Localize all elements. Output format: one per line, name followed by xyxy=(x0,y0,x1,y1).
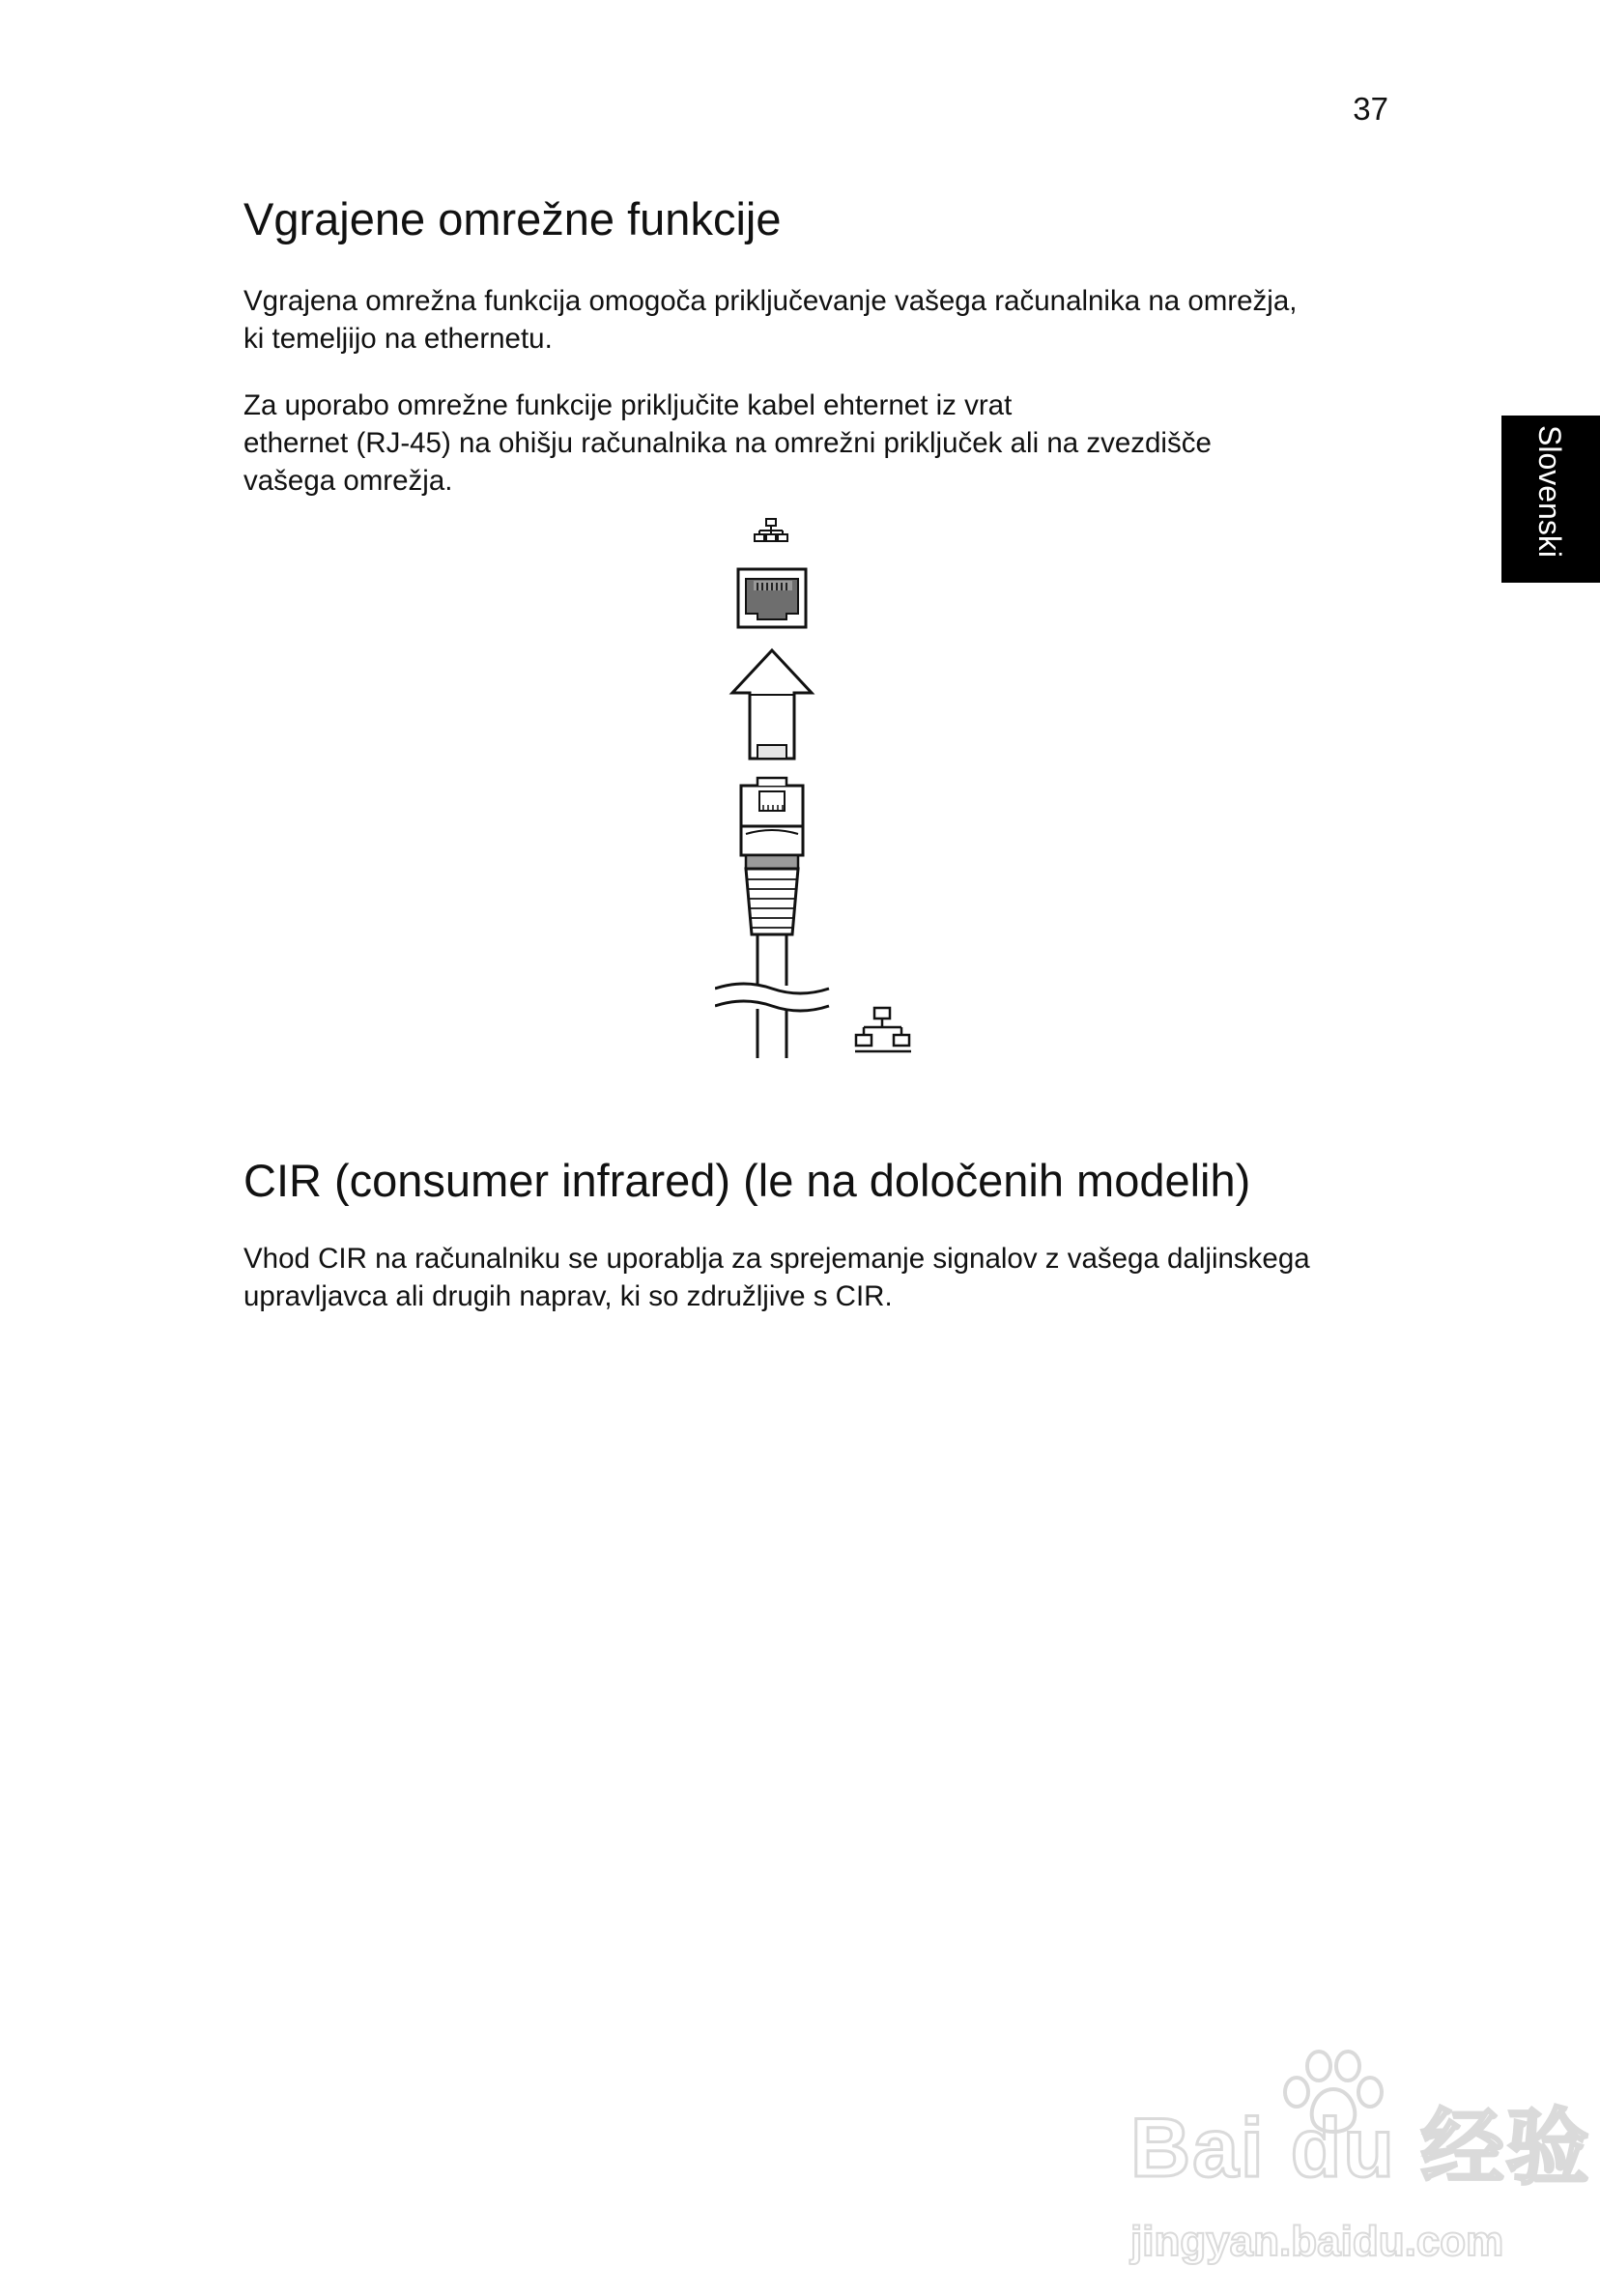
rj45-plug-icon xyxy=(741,778,803,934)
text-line: Vhod CIR na računalniku se uporablja za sprejemanje signalov z vašega daljinskega xyxy=(243,1243,1310,1275)
text-line: Vgrajena omrežna funkcija omogoča priključevanje vašega računalnika na omrežja, xyxy=(243,285,1298,317)
cable-break-icon xyxy=(715,934,829,1058)
rj45-port-icon xyxy=(738,569,806,627)
language-tab-label: Slovenski xyxy=(1532,425,1567,558)
section-heading-cir: CIR (consumer infrared) (le na določenih modelih) xyxy=(243,1155,1251,1206)
page-number: 37 xyxy=(1353,91,1388,127)
ethernet-illustration xyxy=(715,517,928,1058)
text-line: ki temeljijo na ethernetu. xyxy=(243,323,553,355)
watermark-brand: Bai du 经验 xyxy=(1130,2102,1591,2195)
section-heading-network: Vgrajene omrežne funkcije xyxy=(243,193,782,244)
text-line: Za uporabo omrežne funkcije priključite kabel ehternet iz vrat xyxy=(243,389,1013,421)
network-icon xyxy=(855,1008,911,1051)
paragraph-network-intro xyxy=(243,282,1442,358)
text-line: vašega omrežja. xyxy=(243,465,453,497)
text-line: upravljavca ali drugih naprav, ki so združljive s CIR. xyxy=(243,1280,893,1312)
watermark-url: jingyan.baidu.com xyxy=(1130,2218,1504,2265)
up-arrow-icon xyxy=(732,650,812,759)
watermark xyxy=(1130,2049,1591,2271)
text-line: ethernet (RJ-45) na ohišju računalnika na omrežni priključek ali na zvezdišče xyxy=(243,427,1212,459)
paragraph-network-usage xyxy=(243,387,1442,500)
paragraph-cir xyxy=(243,1240,1442,1315)
network-icon xyxy=(755,519,787,541)
